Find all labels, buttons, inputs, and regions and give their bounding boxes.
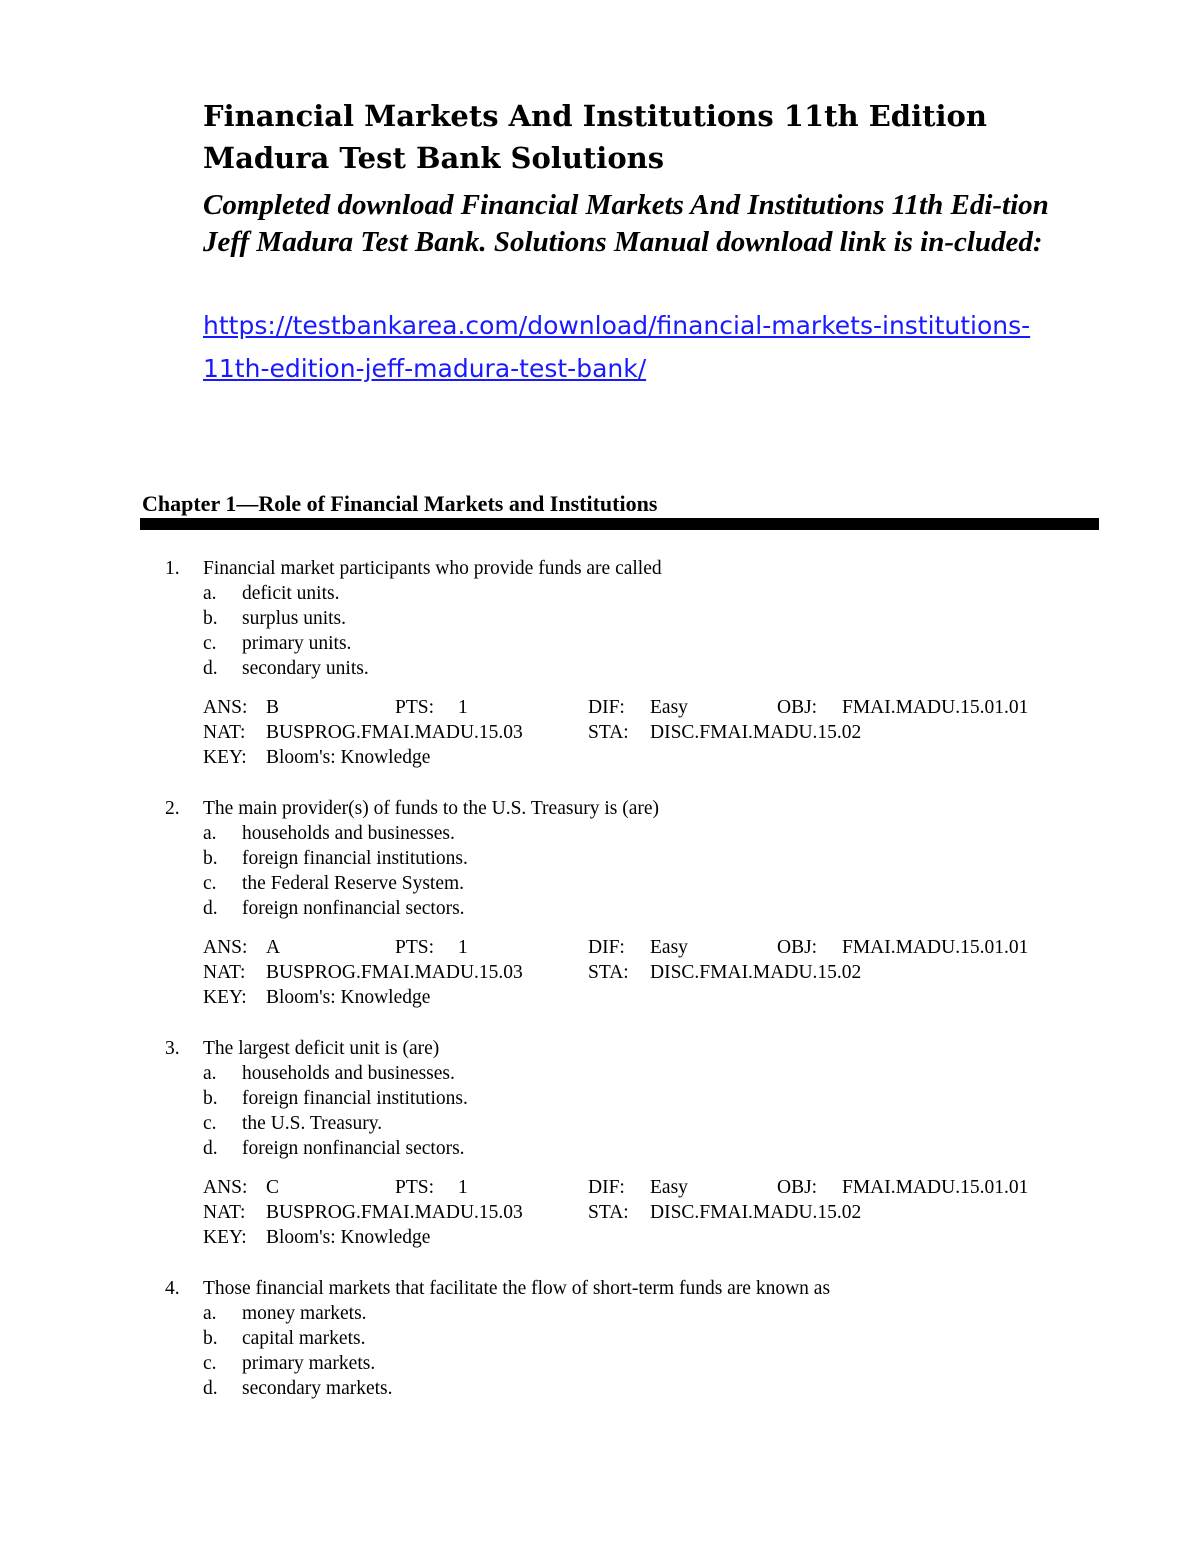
option-d — [140, 1376, 1100, 1401]
option-letter: c. — [203, 1353, 217, 1374]
option-letter: a. — [203, 823, 217, 844]
sta-value: DISC.FMAI.MADU.15.02 — [650, 722, 862, 743]
option-letter: a. — [203, 1063, 217, 1084]
pts-label: PTS: — [395, 697, 435, 718]
question-4 — [140, 1276, 1100, 1401]
question-text: Those financial markets that facilitate the flow of short-term funds are known as — [203, 1278, 831, 1299]
ans-label: ANS: — [203, 697, 248, 718]
question-text: The main provider(s) of funds to the U.S. Treasury is (are) — [203, 798, 659, 819]
answer-metadata — [140, 935, 1100, 1010]
option-d — [140, 896, 1100, 921]
obj-value: FMAI.MADU.15.01.01 — [842, 697, 1029, 718]
option-text: surplus units. — [242, 608, 347, 629]
option-c — [140, 1111, 1100, 1136]
question-text: The largest deficit unit is (are) — [203, 1038, 440, 1059]
key-label: KEY: — [203, 987, 247, 1008]
option-letter: c. — [203, 873, 217, 894]
option-text: deficit units. — [242, 583, 340, 604]
question-1 — [140, 556, 1100, 770]
question-number: 3. — [165, 1038, 180, 1059]
pts-label: PTS: — [395, 937, 435, 958]
pts-value: 1 — [458, 1177, 468, 1198]
option-letter: d. — [203, 1138, 218, 1159]
option-a — [140, 1061, 1100, 1086]
key-value: Bloom's: Knowledge — [266, 1227, 431, 1248]
sta-label: STA: — [588, 722, 629, 743]
nat-label: NAT: — [203, 722, 246, 743]
question-text: Financial market participants who provide funds are called — [203, 558, 662, 579]
chapter-divider — [140, 518, 1099, 530]
chapter-heading: Chapter 1—Role of Financial Markets and Institutions — [142, 491, 658, 516]
option-letter: a. — [203, 583, 217, 604]
obj-value: FMAI.MADU.15.01.01 — [842, 937, 1029, 958]
answer-metadata — [140, 1175, 1100, 1250]
option-text: the U.S. Treasury. — [242, 1113, 383, 1134]
nat-label: NAT: — [203, 1202, 246, 1223]
option-letter: a. — [203, 1303, 217, 1324]
option-a — [140, 581, 1100, 606]
option-letter: c. — [203, 1113, 217, 1134]
pts-value: 1 — [458, 937, 468, 958]
option-c — [140, 1351, 1100, 1376]
key-value: Bloom's: Knowledge — [266, 747, 431, 768]
option-c — [140, 631, 1100, 656]
option-letter: d. — [203, 898, 218, 919]
answer-metadata — [140, 695, 1100, 770]
question-number: 4. — [165, 1278, 180, 1299]
option-text: foreign nonfinancial sectors. — [242, 898, 465, 919]
sta-label: STA: — [588, 962, 629, 983]
download-link-line-1[interactable]: https://testbankarea.com/download/financial-markets-institutions- — [203, 311, 1031, 340]
option-text: foreign nonfinancial sectors. — [242, 1138, 465, 1159]
document-title: Financial Markets And Institutions 11th Edition Madura Test Bank Solutions — [203, 99, 987, 175]
download-link-line-2[interactable]: 11th-edition-jeff-madura-test-bank/ — [203, 354, 647, 383]
sta-value: DISC.FMAI.MADU.15.02 — [650, 1202, 862, 1223]
dif-label: DIF: — [588, 1177, 625, 1198]
nat-value: BUSPROG.FMAI.MADU.15.03 — [266, 1202, 523, 1223]
option-b — [140, 1086, 1100, 1111]
option-letter: b. — [203, 1088, 218, 1109]
ans-label: ANS: — [203, 937, 248, 958]
ans-value: C — [266, 1177, 280, 1198]
dif-value: Easy — [650, 1177, 688, 1198]
ans-value: A — [266, 937, 281, 958]
option-b — [140, 606, 1100, 631]
option-text: households and businesses. — [242, 1063, 455, 1084]
pts-label: PTS: — [395, 1177, 435, 1198]
key-label: KEY: — [203, 1227, 247, 1248]
option-b — [140, 1326, 1100, 1351]
question-3 — [140, 1036, 1100, 1250]
document-subtitle: Completed download Financial Markets And Institutions 11th Edi-tion Jeff Madura Test Bank. Solutions Manual download link is in-cluded: — [203, 189, 1049, 258]
key-value: Bloom's: Knowledge — [266, 987, 431, 1008]
option-c — [140, 871, 1100, 896]
dif-value: Easy — [650, 937, 688, 958]
obj-value: FMAI.MADU.15.01.01 — [842, 1177, 1029, 1198]
option-text: foreign financial institutions. — [242, 848, 468, 869]
sta-label: STA: — [588, 1202, 629, 1223]
option-text: the Federal Reserve System. — [242, 873, 465, 894]
dif-value: Easy — [650, 697, 688, 718]
ans-label: ANS: — [203, 1177, 248, 1198]
option-letter: b. — [203, 1328, 218, 1349]
option-d — [140, 656, 1100, 681]
ans-value: B — [266, 697, 280, 718]
option-text: secondary markets. — [242, 1378, 393, 1399]
question-2 — [140, 796, 1100, 1010]
option-text: households and businesses. — [242, 823, 455, 844]
option-a — [140, 821, 1100, 846]
dif-label: DIF: — [588, 937, 625, 958]
option-text: foreign financial institutions. — [242, 1088, 468, 1109]
nat-label: NAT: — [203, 962, 246, 983]
option-text: primary markets. — [242, 1353, 376, 1374]
option-d — [140, 1136, 1100, 1161]
option-letter: d. — [203, 1378, 218, 1399]
sta-value: DISC.FMAI.MADU.15.02 — [650, 962, 862, 983]
option-text: money markets. — [242, 1303, 367, 1324]
key-label: KEY: — [203, 747, 247, 768]
option-letter: c. — [203, 633, 217, 654]
download-link[interactable] — [203, 304, 1103, 390]
question-list — [140, 556, 1100, 1427]
question-number: 1. — [165, 558, 180, 579]
option-letter: d. — [203, 658, 218, 679]
option-text: secondary units. — [242, 658, 369, 679]
option-text: capital markets. — [242, 1328, 366, 1349]
nat-value: BUSPROG.FMAI.MADU.15.03 — [266, 722, 523, 743]
nat-value: BUSPROG.FMAI.MADU.15.03 — [266, 962, 523, 983]
option-letter: b. — [203, 848, 218, 869]
option-a — [140, 1301, 1100, 1326]
dif-label: DIF: — [588, 697, 625, 718]
obj-label: OBJ: — [777, 697, 818, 718]
pts-value: 1 — [458, 697, 468, 718]
question-number: 2. — [165, 798, 180, 819]
option-letter: b. — [203, 608, 218, 629]
option-text: primary units. — [242, 633, 352, 654]
obj-label: OBJ: — [777, 937, 818, 958]
option-b — [140, 846, 1100, 871]
obj-label: OBJ: — [777, 1177, 818, 1198]
